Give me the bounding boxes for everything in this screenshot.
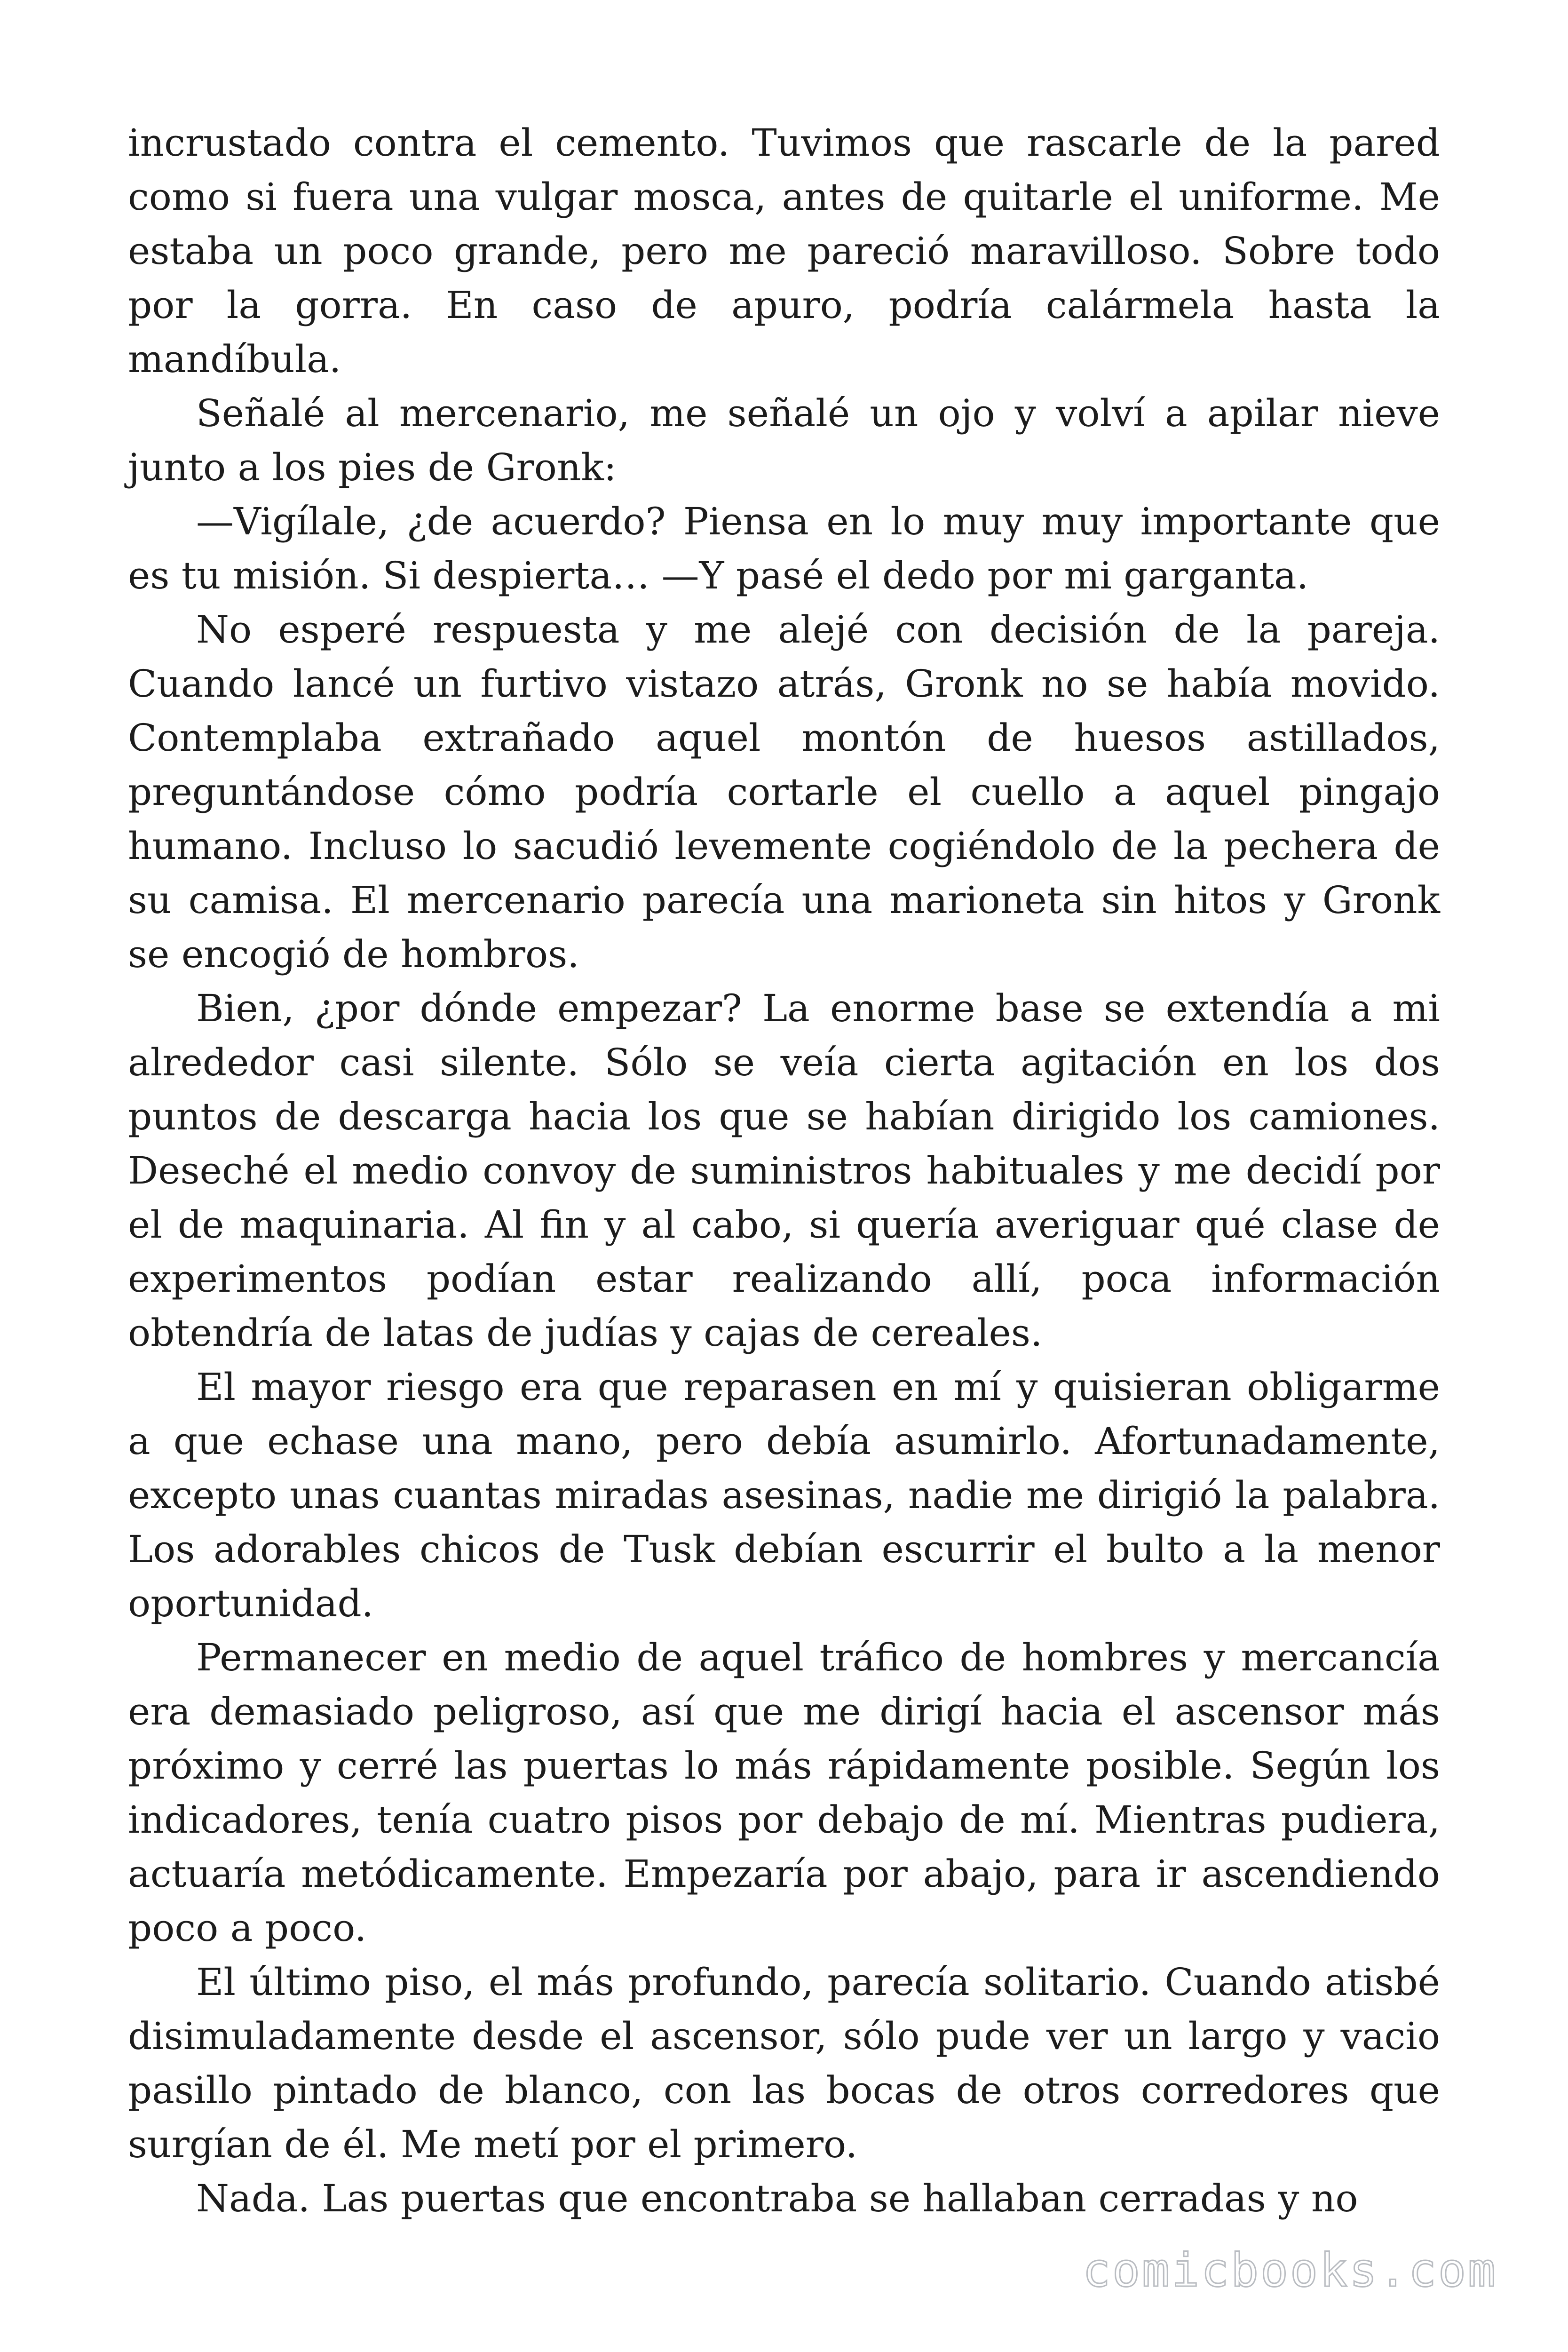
- page-body: [128, 116, 1440, 2225]
- paragraph-6: El mayor riesgo era que reparasen en mí y quisieran obligarme a que echase una mano, pero debía asumirlo. Afortunadamente, excepto unas cuantas miradas asesinas, nadie me dirigió la palabra. Los adorables chicos de Tusk debían escurrir el bulto a la menor oportunidad.: [128, 1365, 1440, 1625]
- paragraph-3: —Vigílale, ¿de acuerdo? Piensa en lo muy muy importante que es tu misión. Si despierta… —Y pasé el dedo por mi garganta.: [128, 500, 1440, 597]
- paragraph-4: No esperé respuesta y me alejé con decisión de la pareja. Cuando lancé un furtivo vistazo atrás, Gronk no se había movido. Contemplaba extrañado aquel montón de huesos astillados, preguntándose cómo podría cortarle el cuello a aquel pingajo humano. Incluso lo sacudió levemente cogiéndolo de la pechera de su camisa. El mercenario parecía una marioneta sin hitos y Gronk se encogió de hombros.: [128, 608, 1440, 976]
- paragraph-8: El último piso, el más profundo, parecía solitario. Cuando atisbé disimuladamente desde el ascensor, sólo pude ver un largo y vacio pasillo pintado de blanco, con las bocas de otros corredores que surgían de él. Me metí por el primero.: [128, 1960, 1440, 2166]
- paragraph-7: Permanecer en medio de aquel tráfico de hombres y mercancía era demasiado peligroso, así que me dirigí hacia el ascensor más próximo y cerré las puertas lo más rápidamente posible. Según los indicadores, tenía cuatro pisos por debajo de mí. Mientras pudiera, actuaría metódicamente. Empezaría por abajo, para ir ascendiendo poco a poco.: [128, 1636, 1440, 1950]
- paragraph-9: Nada. Las puertas que encontraba se hallaban cerradas y no: [196, 2177, 1358, 2220]
- paragraph-2: Señalé al mercenario, me señalé un ojo y volví a apilar nieve junto a los pies de Gronk:: [128, 391, 1440, 489]
- watermark: comicbooks.com: [1082, 2244, 1497, 2297]
- paragraph-5: Bien, ¿por dónde empezar? La enorme base se extendía a mi alrededor casi silente. Sólo se veía cierta agitación en los dos puntos de descarga hacia los que se habían dirigido los camiones. Deseché el medio convoy de suministros habituales y me decidí por el de maquinaria. Al fin y al cabo, si quería averiguar qué clase de experimentos podían estar realizando allí, poca información obtendría de latas de judías y cajas de cereales.: [128, 986, 1440, 1355]
- paragraph-1: incrustado contra el cemento. Tuvimos que rascarle de la pared como si fuera una vulgar mosca, antes de quitarle el uniforme. Me estaba un poco grande, pero me pareció maravilloso. Sobre todo por la gorra. En caso de apuro, podría calármela hasta la mandíbula.: [128, 121, 1440, 381]
